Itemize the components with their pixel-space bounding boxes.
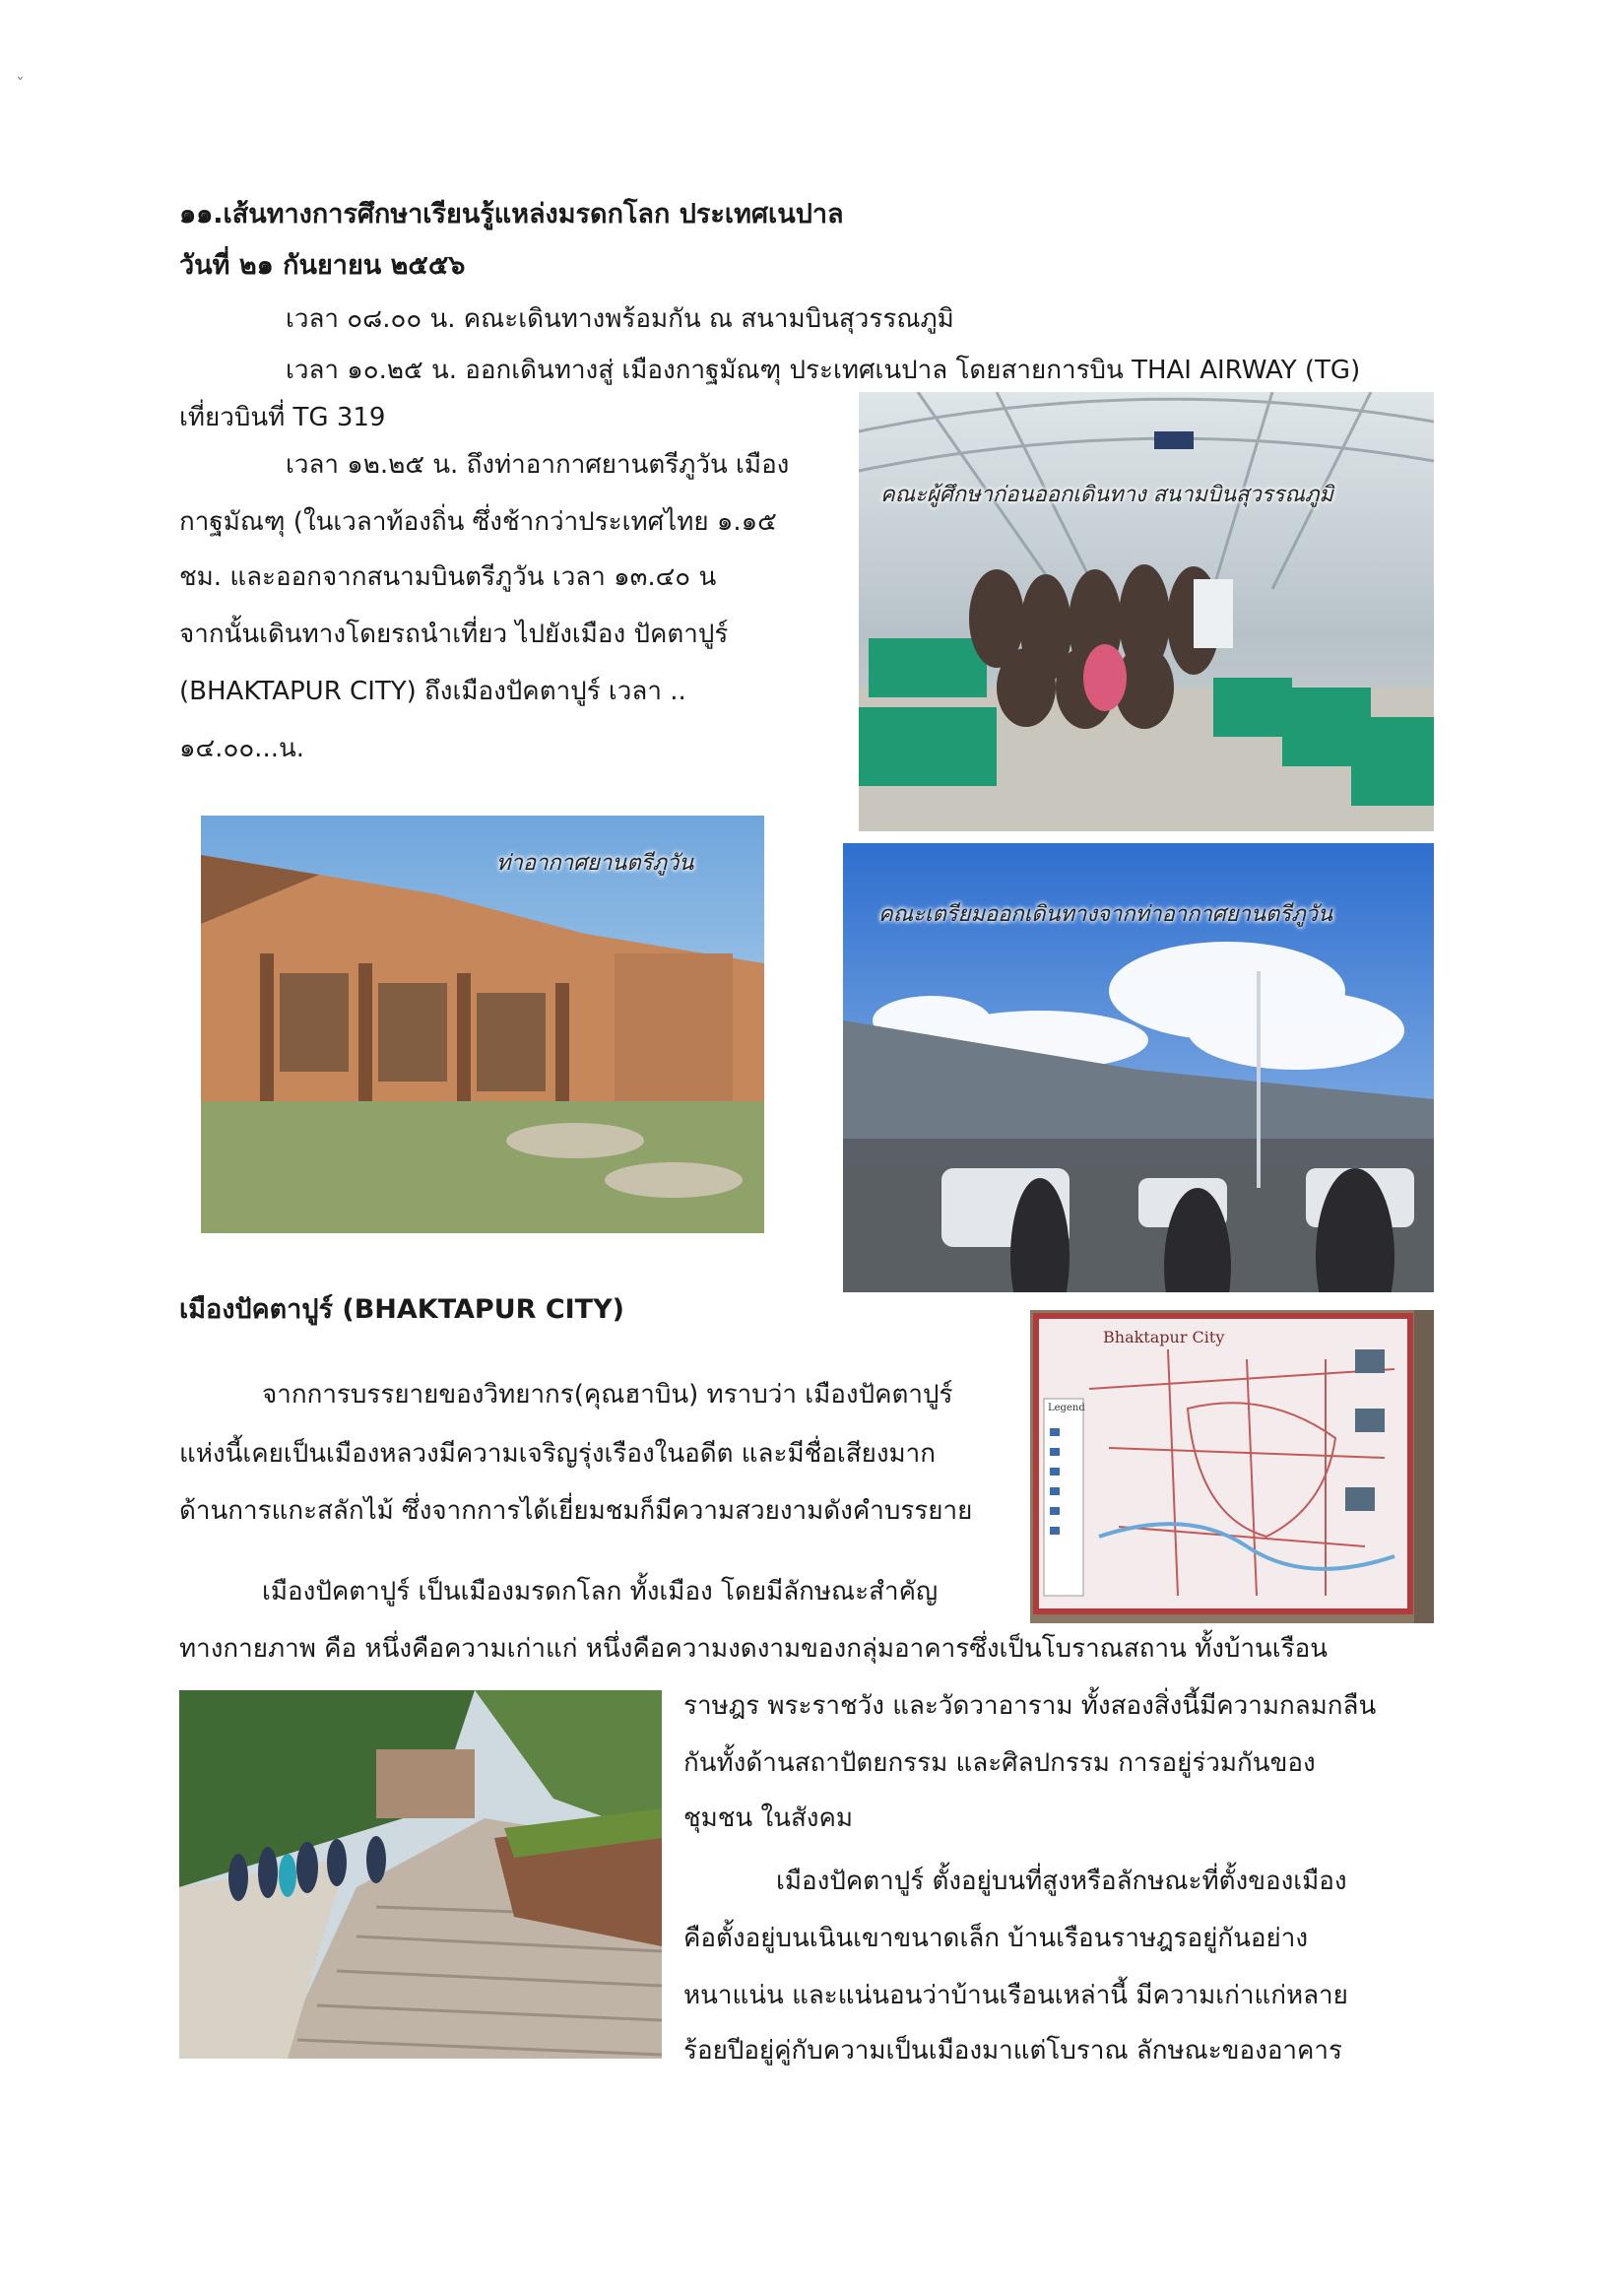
photo-tribhuvan-building — [201, 816, 764, 1233]
document-heading: ๑๑.เส้นทางการศึกษาเรียนรู้แหล่งมรดกโลก ประเทศเนปาล — [179, 199, 844, 230]
schedule-line: เวลา ๐๘.๐๐ น. คณะเดินทางพร้อมกัน ณ สนามบินสุวรรณภูมิ — [286, 304, 954, 334]
schedule-line: กาฐมัณฑุ (ในเวลาท้องถิ่น ซึ่งช้ากว่าประเทศไทย ๑.๑๕ — [179, 507, 777, 537]
schedule-line: จากนั้นเดินทางโดยรถนำเที่ยว ไปยังเมือง ปัคตาปูร์ — [179, 620, 729, 649]
paragraph-line: คือตั้งอยู่บนเนินเขาขนาดเล็ก บ้านเรือนราษฎรอยู่กันอย่าง — [683, 1924, 1309, 1953]
schedule-line: เวลา ๑๐.๒๕ น. ออกเดินทางสู่ เมืองกาฐมัณฑุ ประเทศเนปาล โดยสายการบิน THAI AIRWAY (TG) — [286, 356, 1361, 385]
scan-mark: ˇ — [16, 75, 25, 96]
paragraph-line: แห่งนี้เคยเป็นเมืองหลวงมีความเจริญรุ่งเรืองในอดีต และมีชื่อเสียงมาก — [179, 1439, 937, 1469]
schedule-line: ๑๔.๐๐...น. — [179, 734, 305, 763]
airport-hall-photo — [859, 392, 1434, 831]
document-date: วันที่ ๒๑ กันยายน ๒๕๕๖ — [179, 250, 466, 281]
schedule-line: (BHAKTAPUR CITY) ถึงเมืองปัคตาปูร์ เวลา .. — [179, 677, 686, 706]
paragraph-line: เมืองปัคตาปูร์ ตั้งอยู่บนที่สูงหรือลักษณะที่ตั้งของเมือง — [776, 1867, 1347, 1896]
paragraph-line: หนาแน่น และแน่นอนว่าบ้านเรือนเหล่านี้ มีความเก่าแก่หลาย — [683, 1981, 1348, 2010]
paragraph-line: ชุมชน ในสังคม — [683, 1804, 854, 1833]
photo-caption: ท่าอากาศยานตรีภูวัน — [496, 851, 694, 876]
photo-group-suvarnabhumi — [859, 392, 1434, 831]
paragraph-line: ทางกายภาพ คือ หนึ่งคือความเก่าแก่ หนึ่งคือความงดงามของกลุ่มอาคารซึ่งเป็นโบราณสถาน ทั้งบ้านเรือน — [179, 1634, 1329, 1664]
bhaktapur-map-photo — [1030, 1310, 1434, 1623]
map-title: Bhaktapur City — [1103, 1328, 1225, 1346]
photo-caption: คณะผู้ศึกษาก่อนออกเดินทาง สนามบินสุวรรณภูมิ — [880, 483, 1333, 507]
paragraph-line: กันทั้งด้านสถาปัตยกรรม และศิลปกรรม การอยู่ร่วมกันของ — [683, 1748, 1316, 1778]
map-board-image — [1030, 1310, 1434, 1623]
paragraph-line: เมืองปัคตาปูร์ เป็นเมืองมรดกโลก ทั้งเมือง โดยมีลักษณะสำคัญ — [262, 1577, 939, 1607]
section-heading: เมืองปัคตาปูร์ (BHAKTAPUR CITY) — [179, 1294, 624, 1325]
steps-photo — [179, 1690, 662, 2059]
photo-group-tribhuvan — [843, 843, 1434, 1292]
photo-caption: คณะเตรียมออกเดินทางจากท่าอากาศยานตรีภูวัน — [878, 902, 1333, 927]
paragraph-line: ด้านการแกะสลักไม้ ซึ่งจากการได้เยี่ยมชมก็มีความสวยงามดังคำบรรยาย — [179, 1496, 973, 1526]
photo-bhaktapur-steps — [179, 1690, 662, 2059]
paragraph-line: จากการบรรยายของวิทยากร(คุณฮาบิน) ทราบว่า เมืองปัคตาปูร์ — [262, 1380, 953, 1410]
paragraph-line: ราษฎร พระราชวัง และวัดวาอาราม ทั้งสองสิ่งนี้มีความกลมกลืน — [683, 1691, 1377, 1721]
map-legend-label: Legend — [1048, 1403, 1085, 1413]
schedule-line: ชม. และออกจากสนามบินตรีภูวัน เวลา ๑๓.๔๐ น — [179, 562, 717, 592]
schedule-line: เที่ยวบินที่ TG 319 — [179, 403, 386, 432]
schedule-line: เวลา ๑๒.๒๕ น. ถึงท่าอากาศยานตรีภูวัน เมือง — [286, 450, 790, 480]
paragraph-line: ร้อยปีอยู่คู่กับความเป็นเมืองมาแต่โบราณ ลักษณะของอาคาร — [683, 2036, 1342, 2066]
